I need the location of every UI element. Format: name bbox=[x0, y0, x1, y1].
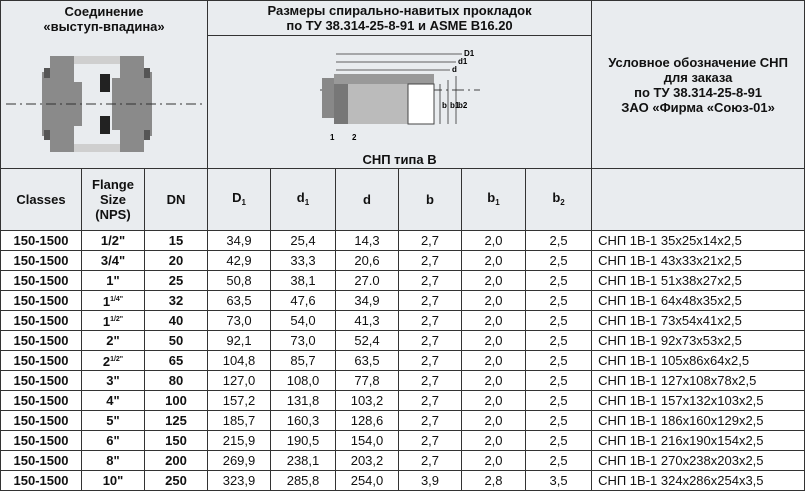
cell-b2: 2,5 bbox=[526, 331, 592, 351]
col-b1-sub: 1 bbox=[495, 197, 500, 207]
cell-d: 14,3 bbox=[336, 231, 399, 251]
cell-d: 77,8 bbox=[336, 371, 399, 391]
cell-b: 2,7 bbox=[399, 251, 462, 271]
gasket-diagram bbox=[300, 40, 500, 150]
col-b: b bbox=[399, 169, 462, 231]
diagram-label-d: d bbox=[451, 65, 457, 74]
col-b2-sub: 2 bbox=[560, 197, 565, 207]
cell-class: 150-1500 bbox=[1, 431, 82, 451]
cell-b1: 2,0 bbox=[462, 411, 526, 431]
cell-designation: СНП 1В-1 270х238х203х2,5 bbox=[592, 451, 805, 471]
cell-b: 2,7 bbox=[399, 411, 462, 431]
cell-dn: 15 bbox=[145, 231, 208, 251]
table-row bbox=[1, 431, 805, 451]
designation-line3: по ТУ 38.314-25-8-91 bbox=[634, 84, 763, 100]
cell-class: 150-1500 bbox=[1, 451, 82, 471]
cell-class: 150-1500 bbox=[1, 371, 82, 391]
cell-d1: 38,1 bbox=[271, 271, 336, 291]
cell-b: 2,7 bbox=[399, 431, 462, 451]
cell-b1: 2,8 bbox=[462, 471, 526, 491]
diagram-label-2: 2 bbox=[351, 133, 356, 142]
diagram-label-b1: b1 bbox=[449, 101, 459, 110]
cell-d1: 54,0 bbox=[271, 311, 336, 331]
cell-d1: 25,4 bbox=[271, 231, 336, 251]
cell-designation: СНП 1В-1 186х160х129х2,5 bbox=[592, 411, 805, 431]
cell-class: 150-1500 bbox=[1, 311, 82, 331]
cell-class: 150-1500 bbox=[1, 331, 82, 351]
cell-d: 254,0 bbox=[336, 471, 399, 491]
cell-D1: 92,1 bbox=[208, 331, 271, 351]
cell-b1: 2,0 bbox=[462, 231, 526, 251]
cell-b1: 2,0 bbox=[462, 311, 526, 331]
cell-b1: 2,0 bbox=[462, 271, 526, 291]
designation-line1: Условное обозначение СНП bbox=[608, 54, 788, 70]
cell-nps bbox=[82, 271, 145, 291]
designation-line4: ЗАО «Фирма «Союз-01» bbox=[621, 99, 775, 115]
cell-b2: 2,5 bbox=[526, 351, 592, 371]
col-flange-line1: Flange bbox=[92, 177, 134, 192]
col-d: d bbox=[336, 169, 399, 231]
col-b1 bbox=[462, 169, 526, 231]
cell-dn: 40 bbox=[145, 311, 208, 331]
col-d1 bbox=[271, 169, 336, 231]
cell-dn: 100 bbox=[145, 391, 208, 411]
designation-line2: для заказа bbox=[663, 69, 733, 85]
table-row bbox=[1, 391, 805, 411]
gasket-type-label: СНП типа В bbox=[362, 152, 437, 167]
cell-b2: 2,5 bbox=[526, 451, 592, 471]
cell-b1: 2,0 bbox=[462, 371, 526, 391]
cell-b: 3,9 bbox=[399, 471, 462, 491]
cell-d1: 131,8 bbox=[271, 391, 336, 411]
cell-nps bbox=[82, 351, 145, 371]
cell-nps bbox=[82, 371, 145, 391]
col-flange-line3: (NPS) bbox=[95, 207, 131, 222]
nps-fraction: 1/2" bbox=[110, 356, 124, 363]
cell-b1: 2,0 bbox=[462, 451, 526, 471]
cell-designation: СНП 1В-1 92х73х53х2,5 bbox=[592, 331, 805, 351]
cell-d: 128,6 bbox=[336, 411, 399, 431]
cell-b2: 2,5 bbox=[526, 231, 592, 251]
diagram-label-D1: D1 bbox=[463, 49, 474, 58]
cell-dn: 150 bbox=[145, 431, 208, 451]
cell-dn: 20 bbox=[145, 251, 208, 271]
cell-nps bbox=[82, 471, 145, 491]
cell-D1: 269,9 bbox=[208, 451, 271, 471]
cell-D1: 127,0 bbox=[208, 371, 271, 391]
cell-nps bbox=[82, 431, 145, 451]
cell-designation: СНП 1В-1 105х86х64х2,5 bbox=[592, 351, 805, 371]
cell-D1: 50,8 bbox=[208, 271, 271, 291]
col-b1-main: b bbox=[487, 189, 496, 205]
cell-designation: СНП 1В-1 157х132х103х2,5 bbox=[592, 391, 805, 411]
cell-nps bbox=[82, 251, 145, 271]
col-flange-line2: Size bbox=[99, 192, 126, 207]
cell-D1: 34,9 bbox=[208, 231, 271, 251]
nps-main: 5" bbox=[106, 413, 120, 428]
col-designation-blank bbox=[592, 169, 805, 231]
cell-b2: 2,5 bbox=[526, 391, 592, 411]
nps-main: 10" bbox=[102, 473, 124, 488]
cell-d: 63,5 bbox=[336, 351, 399, 371]
nps-main: 8" bbox=[106, 453, 120, 468]
nps-fraction: 1/2" bbox=[110, 316, 124, 323]
nps-main: 3" bbox=[106, 373, 120, 388]
cell-b1: 2,0 bbox=[462, 391, 526, 411]
cell-D1: 157,2 bbox=[208, 391, 271, 411]
cell-designation: СНП 1В-1 216х190х154х2,5 bbox=[592, 431, 805, 451]
cell-class: 150-1500 bbox=[1, 391, 82, 411]
cell-d1: 33,3 bbox=[271, 251, 336, 271]
cell-designation: СНП 1В-1 127х108х78х2,5 bbox=[592, 371, 805, 391]
cell-d1: 85,7 bbox=[271, 351, 336, 371]
cell-d: 103,2 bbox=[336, 391, 399, 411]
cell-class: 150-1500 bbox=[1, 291, 82, 311]
col-d1-sub: 1 bbox=[304, 197, 310, 207]
cell-b: 2,7 bbox=[399, 451, 462, 471]
sizes-title-line2: по ТУ 38.314-25-8-91 и ASME B16.20 bbox=[286, 18, 513, 33]
table-row bbox=[1, 371, 805, 391]
col-b2 bbox=[526, 169, 592, 231]
table-body bbox=[1, 231, 805, 491]
cell-d: 154,0 bbox=[336, 431, 399, 451]
cell-D1: 42,9 bbox=[208, 251, 271, 271]
col-classes: Classes bbox=[1, 169, 82, 231]
col-dn: DN bbox=[145, 169, 208, 231]
col-D1 bbox=[208, 169, 271, 231]
connection-title-line1: Соединение bbox=[64, 4, 144, 19]
cell-D1: 73,0 bbox=[208, 311, 271, 331]
cell-b1: 2,0 bbox=[462, 331, 526, 351]
cell-d1: 73,0 bbox=[271, 331, 336, 351]
cell-b: 2,7 bbox=[399, 351, 462, 371]
cell-nps bbox=[82, 391, 145, 411]
cell-b: 2,7 bbox=[399, 371, 462, 391]
col-d1-main: d bbox=[296, 189, 305, 205]
cell-nps bbox=[82, 411, 145, 431]
cell-designation: СНП 1В-1 324х286х254х3,5 bbox=[592, 471, 805, 491]
nps-main: 1/2" bbox=[100, 233, 126, 248]
cell-D1: 215,9 bbox=[208, 431, 271, 451]
cell-b1: 2,0 bbox=[462, 431, 526, 451]
cell-designation: СНП 1В-1 64х48х35х2,5 bbox=[592, 291, 805, 311]
cell-dn: 25 bbox=[145, 271, 208, 291]
cell-dn: 125 bbox=[145, 411, 208, 431]
cell-designation: СНП 1В-1 51х38х27х2,5 bbox=[592, 271, 805, 291]
cell-b2: 2,5 bbox=[526, 431, 592, 451]
cell-nps bbox=[82, 231, 145, 251]
cell-b2: 2,5 bbox=[526, 411, 592, 431]
cell-dn: 50 bbox=[145, 331, 208, 351]
nps-main: 2 bbox=[102, 354, 111, 369]
cell-designation: СНП 1В-1 73х54х41х2,5 bbox=[592, 311, 805, 331]
cell-class: 150-1500 bbox=[1, 351, 82, 371]
cell-d: 203,2 bbox=[336, 451, 399, 471]
cell-dn: 200 bbox=[145, 451, 208, 471]
cell-dn: 32 bbox=[145, 291, 208, 311]
table-row bbox=[1, 291, 805, 311]
cell-b: 2,7 bbox=[399, 311, 462, 331]
cell-designation: СНП 1В-1 35х25х14х2,5 bbox=[592, 231, 805, 251]
cell-D1: 185,7 bbox=[208, 411, 271, 431]
nps-main: 3/4" bbox=[100, 253, 126, 268]
cell-D1: 323,9 bbox=[208, 471, 271, 491]
cell-d1: 160,3 bbox=[271, 411, 336, 431]
cell-b2: 2,5 bbox=[526, 271, 592, 291]
cell-dn: 250 bbox=[145, 471, 208, 491]
cell-b: 2,7 bbox=[399, 331, 462, 351]
diagram-label-b: b bbox=[441, 101, 447, 110]
diagram-label-b2: b2 bbox=[457, 101, 467, 110]
designation-header bbox=[592, 1, 805, 169]
cell-b2: 3,5 bbox=[526, 471, 592, 491]
cell-d1: 190,5 bbox=[271, 431, 336, 451]
table-row bbox=[1, 411, 805, 431]
col-D1-sub: 1 bbox=[241, 197, 246, 207]
table-row bbox=[1, 271, 805, 291]
cell-b: 2,7 bbox=[399, 271, 462, 291]
nps-main: 6" bbox=[106, 433, 120, 448]
cell-D1: 63,5 bbox=[208, 291, 271, 311]
cell-b1: 2,0 bbox=[462, 351, 526, 371]
gasket-diagram-cell bbox=[208, 36, 592, 169]
cell-nps bbox=[82, 291, 145, 311]
cell-nps bbox=[82, 331, 145, 351]
diagram-label-1: 1 bbox=[329, 133, 334, 142]
table-row bbox=[1, 331, 805, 351]
cell-b: 2,7 bbox=[399, 391, 462, 411]
table-row bbox=[1, 251, 805, 271]
nps-main: 4" bbox=[106, 393, 120, 408]
cell-d1: 108,0 bbox=[271, 371, 336, 391]
cell-d1: 285,8 bbox=[271, 471, 336, 491]
cell-b: 2,7 bbox=[399, 231, 462, 251]
flange-connection-diagram bbox=[4, 38, 204, 164]
table-row bbox=[1, 231, 805, 251]
cell-class: 150-1500 bbox=[1, 411, 82, 431]
sizes-header bbox=[208, 1, 592, 36]
connection-cell bbox=[1, 1, 208, 169]
cell-dn: 65 bbox=[145, 351, 208, 371]
cell-class: 150-1500 bbox=[1, 231, 82, 251]
nps-main: 2" bbox=[106, 333, 120, 348]
cell-d: 41,3 bbox=[336, 311, 399, 331]
cell-d1: 238,1 bbox=[271, 451, 336, 471]
cell-b2: 2,5 bbox=[526, 291, 592, 311]
nps-main: 1 bbox=[102, 294, 111, 309]
table-row bbox=[1, 451, 805, 471]
nps-main: 1 bbox=[102, 314, 111, 329]
nps-main: 1" bbox=[106, 273, 120, 288]
cell-d: 20,6 bbox=[336, 251, 399, 271]
diagram-label-d1: d1 bbox=[457, 57, 467, 66]
cell-b2: 2,5 bbox=[526, 371, 592, 391]
cell-class: 150-1500 bbox=[1, 251, 82, 271]
cell-d: 52,4 bbox=[336, 331, 399, 351]
cell-d1: 47,6 bbox=[271, 291, 336, 311]
col-D1-main: D bbox=[232, 189, 242, 205]
cell-d: 34,9 bbox=[336, 291, 399, 311]
sizes-title-line1: Размеры спирально-навитых прокладок bbox=[267, 3, 532, 18]
cell-b1: 2,0 bbox=[462, 251, 526, 271]
cell-b2: 2,5 bbox=[526, 251, 592, 271]
cell-designation: СНП 1В-1 43х33х21х2,5 bbox=[592, 251, 805, 271]
cell-d: 27.0 bbox=[336, 271, 399, 291]
cell-nps bbox=[82, 451, 145, 471]
cell-class: 150-1500 bbox=[1, 271, 82, 291]
nps-fraction: 1/4" bbox=[110, 296, 124, 303]
cell-dn: 80 bbox=[145, 371, 208, 391]
cell-nps bbox=[82, 311, 145, 331]
cell-b2: 2,5 bbox=[526, 311, 592, 331]
cell-D1: 104,8 bbox=[208, 351, 271, 371]
cell-b: 2,7 bbox=[399, 291, 462, 311]
col-flange-size bbox=[82, 169, 145, 231]
table-row bbox=[1, 311, 805, 331]
table-row bbox=[1, 471, 805, 491]
cell-class: 150-1500 bbox=[1, 471, 82, 491]
table-row bbox=[1, 351, 805, 371]
connection-title-line2: «выступ-впадина» bbox=[43, 19, 165, 34]
col-b2-main: b bbox=[552, 189, 561, 205]
cell-b1: 2,0 bbox=[462, 291, 526, 311]
